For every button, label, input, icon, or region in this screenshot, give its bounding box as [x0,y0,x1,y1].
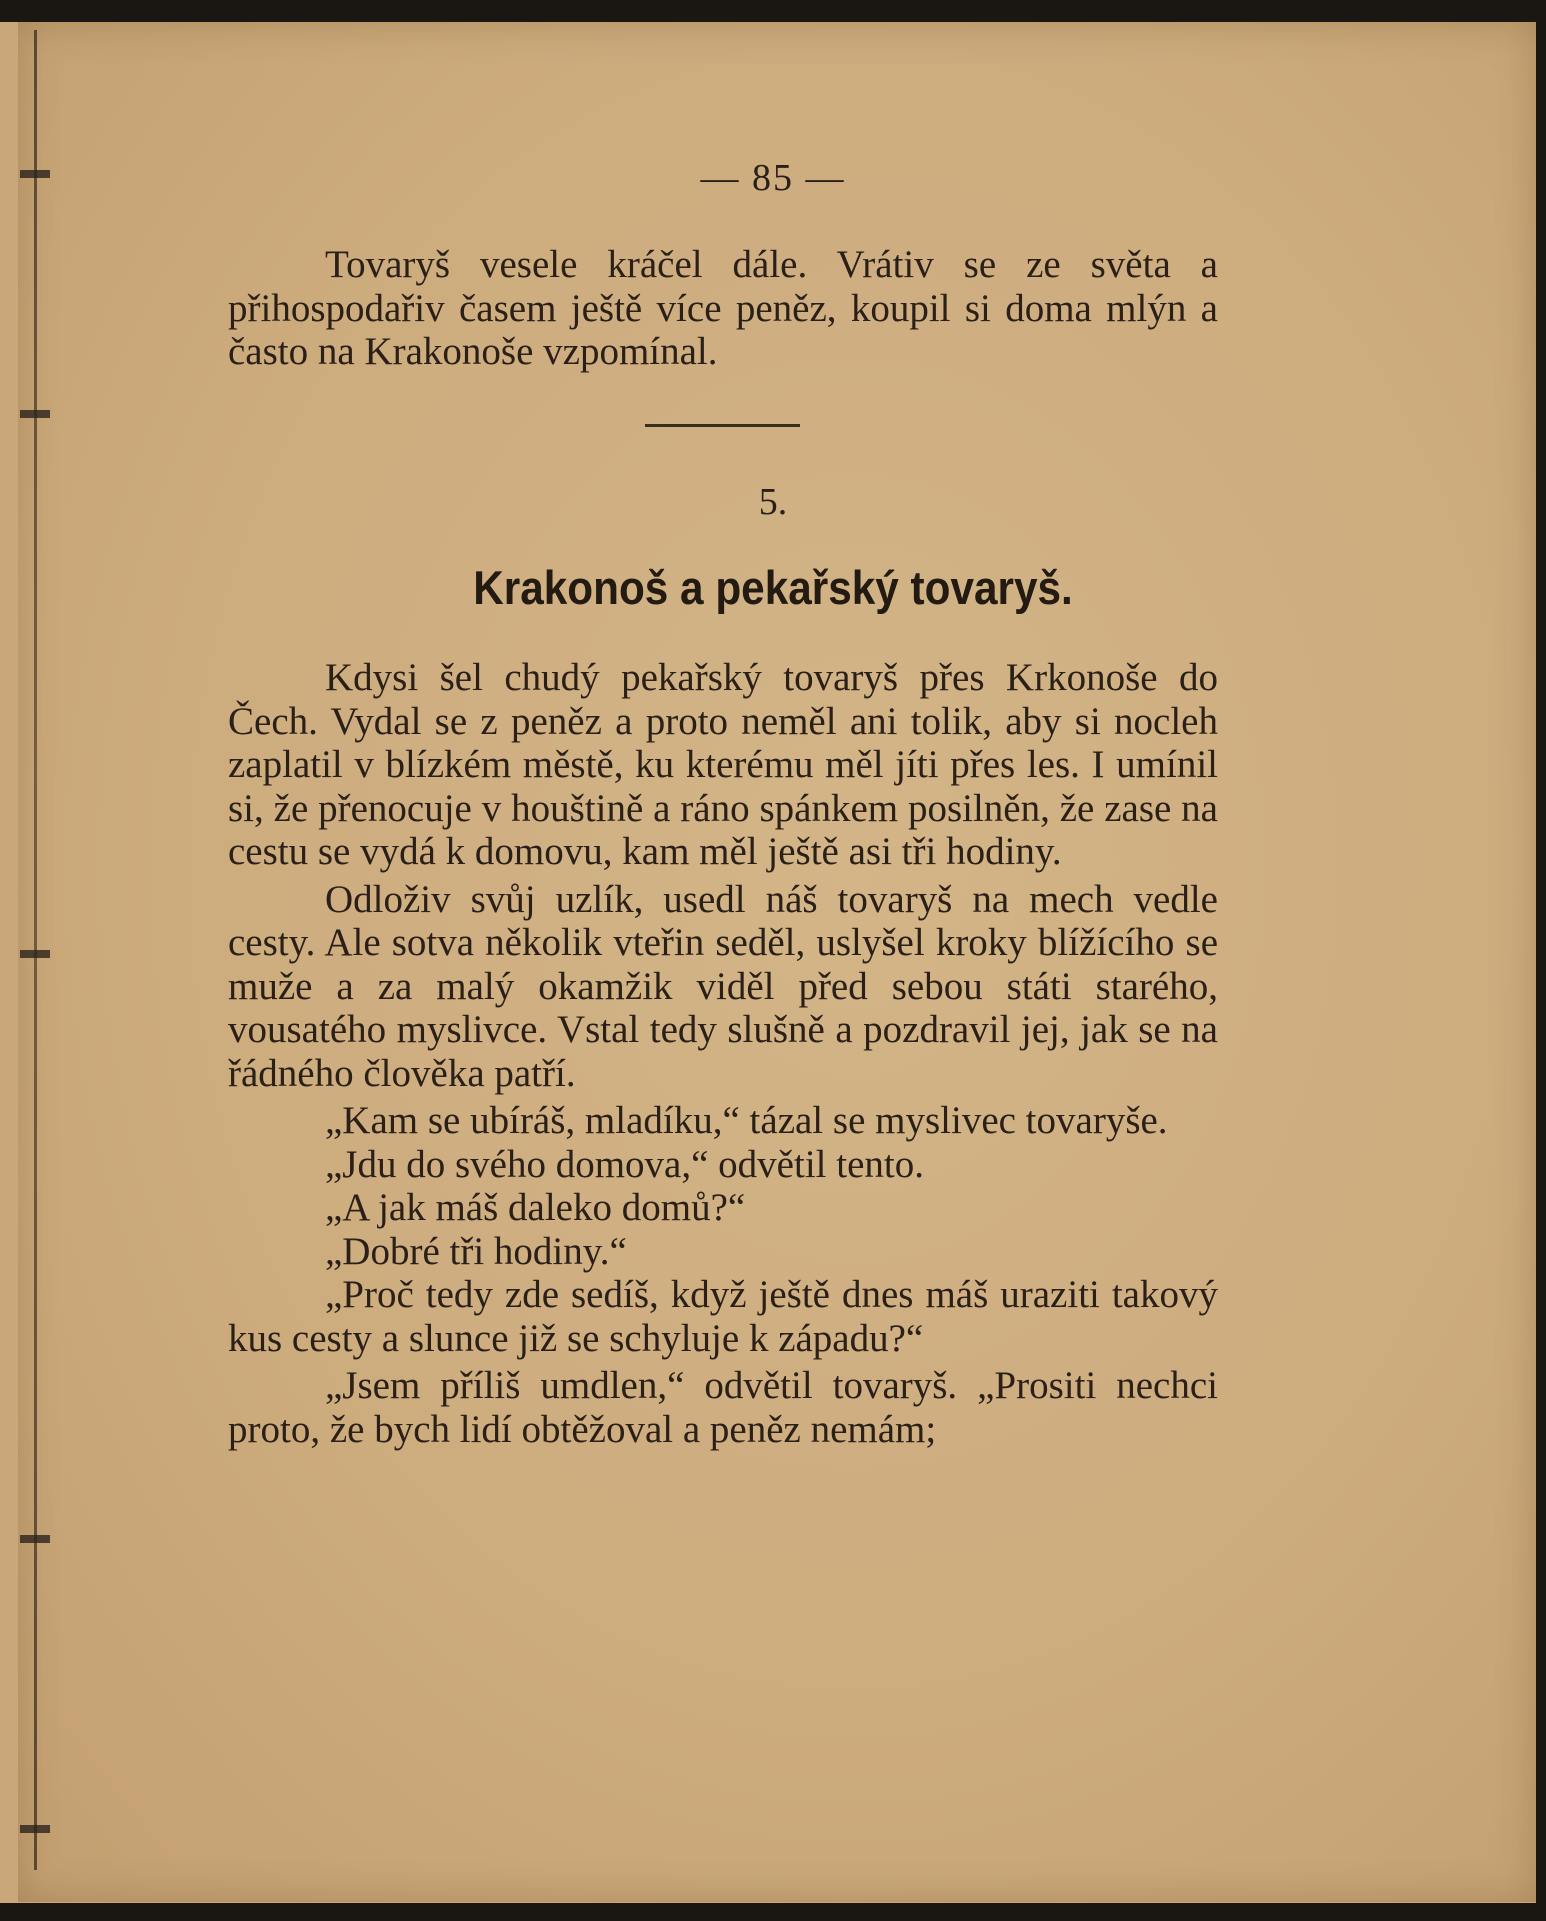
page-number: — 85 — [700,157,846,199]
paragraph: „Kam se ubíráš, mladíku,“ tázal se myslivec tovaryše. [325,1099,1168,1142]
paragraph: Odloživ svůj uzlík, usedl náš tovaryš na mech vedle cesty. Ale sotva několik vteřin seděl, uslyšel kroky blížícího se muže a za malý okamžik viděl před sebou státi starého, vousatého myslivce. Vstal tedy slušně a pozdravil jej, jak se na řádného člověka patří. [228,877,1218,1095]
scan-border-bottom [0,1903,1546,1921]
paragraph: „A jak máš daleko domů?“ [325,1186,746,1229]
paragraph: „Jsem příliš umdlen,“ odvětil tovaryš. „Prositi nechci proto, že bych lidí obtěžoval a peněz nemám; [228,1364,1218,1451]
section-title: Krakonoš a pekařský tovaryš. [473,561,1073,614]
paragraph: „Jdu do svého domova,“ odvětil tento. [325,1142,924,1186]
paragraph: Kdysi šel chudý pekařský tovaryš přes Krkonoše do Čech. Vydal se z peněz a proto neměl ani tolik, aby si nocleh zaplatil v blízkém městě, ku kterému měl jíti přes les. I umínil si, že přenocuje v houštině a ráno spánkem posilněn, že zase na cestu se vydá k domovu, kam měl ještě asi tři hodiny. [228,656,1218,873]
section-number: 5. [758,481,788,523]
scan-border-right [1536,0,1546,1921]
binding-mark [20,1535,50,1543]
binding-mark [20,410,50,418]
scan-border-top [0,0,1546,22]
binding-mark [20,1825,50,1833]
story-text [228,656,1218,1451]
intro-text [228,243,1218,374]
binding-mark [20,950,50,958]
paragraph: „Dobré tři hodiny.“ [325,1229,627,1273]
section-divider [645,424,800,427]
paragraph: „Proč tedy zde sedíš, když ještě dnes máš uraziti takový kus cesty a slunce již se schyluje k západu?“ [228,1273,1218,1360]
intro-paragraph: Tovaryš vesele kráčel dále. Vrátiv se ze světa a přihospodařiv časem ještě více peněz, koupil si doma mlýn a často na Krakonoše vzpomínal. [228,243,1218,373]
